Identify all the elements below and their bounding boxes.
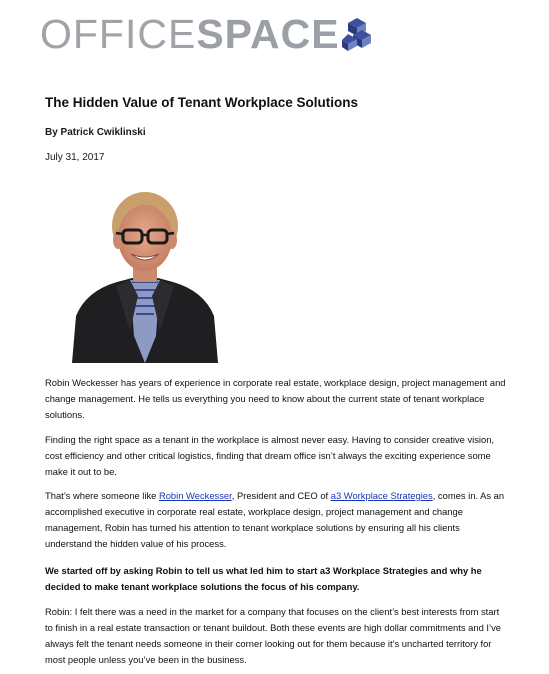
p3-text-middle: , President and CEO of <box>231 490 331 501</box>
logo-wordmark <box>40 10 340 58</box>
paragraph-intro: Robin Weckesser has years of experience in corporate real estate, workplace design, project management and change management. He tells us everything you need to know about the current state of tenant workplace solutions. <box>45 377 506 420</box>
portrait-photo <box>72 186 218 363</box>
cube-stack-icon <box>342 16 372 56</box>
article-title: The Hidden Value of Tenant Workplace Solutions <box>45 95 359 110</box>
article-byline: By Patrick Cwiklinski <box>45 127 146 138</box>
p3-text-after: , comes in. As an accomplished executive in corporate real estate, workplace design, project management and change management, Robin has turned his attention to tenant workplace solutions by ensuring all his clients understand the hidden value of his process. <box>45 490 505 549</box>
officespace-logo <box>40 10 372 58</box>
paragraph-robin-answer: Robin: I felt there was a need in the market for a company that focuses on the client’s best interests from start to finish in a real estate transaction or tenant buildout. Both these events are high dollar commitments and I’ve always felt the tenant needs someone in their corner looking out for them because it’s uncharted territory for most people unless you’ve been in the business. <box>45 606 501 665</box>
article-date: July 31, 2017 <box>45 152 105 163</box>
a3-workplace-strategies-link[interactable]: a3 Workplace Strategies <box>330 490 433 501</box>
logo-office-text: OFFICE <box>40 11 197 57</box>
paragraph-interview-question: We started off by asking Robin to tell us what led him to start a3 Workplace Strategies and why he decided to make tenant workplace solutions the focus of his company. <box>45 565 482 592</box>
robin-weckesser-link[interactable]: Robin Weckesser <box>158 490 232 501</box>
paragraph-robin-intro <box>45 488 507 552</box>
logo-space-text: SPACE <box>196 11 340 57</box>
p3-text-before: That’s where someone like <box>45 490 159 501</box>
paragraph-finding-space: Finding the right space as a tenant in the workplace is almost never easy. Having to consider creative vision, cost efficiency and other critical logistics, finding that dream office isn’t always the exciting experience some make it out to be. <box>45 434 495 477</box>
